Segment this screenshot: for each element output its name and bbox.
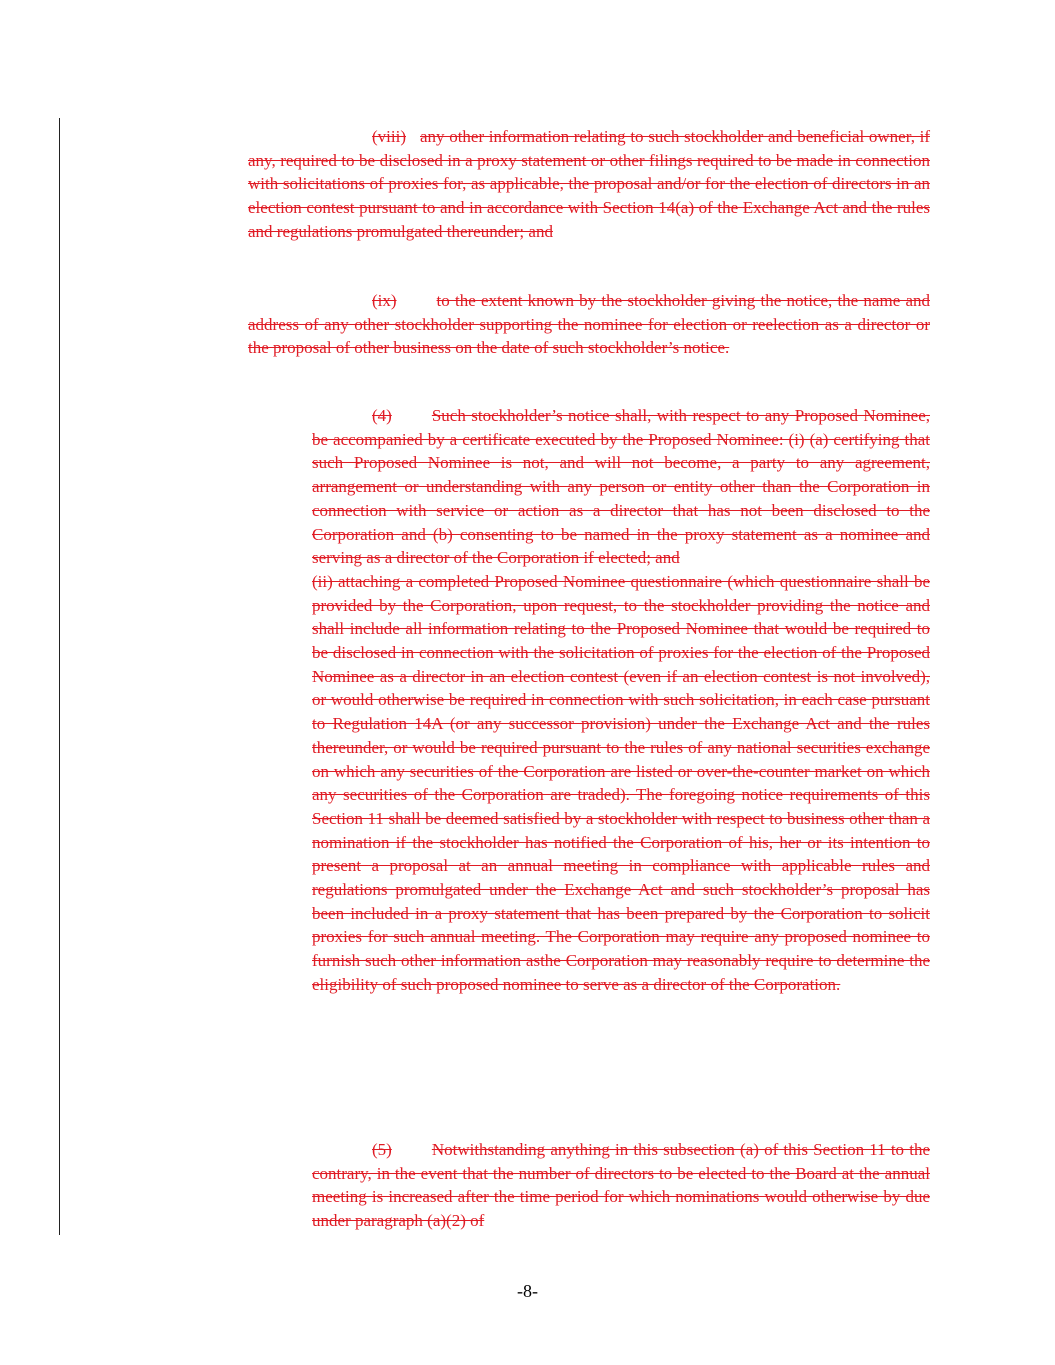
page-number: -8-	[517, 1281, 538, 1301]
paragraph-marker: (ix)	[372, 291, 397, 310]
paragraph-marker: (5)	[372, 1140, 392, 1159]
paragraph-marker: (4)	[372, 406, 392, 425]
paragraph-ix	[248, 289, 930, 360]
revision-change-bar	[59, 118, 60, 1235]
paragraph-5	[312, 1138, 930, 1233]
paragraph-marker: (viii)	[372, 127, 406, 146]
paragraph-text: any other information relating to such stockholder and beneficial owner, if any, required to be disclosed in a proxy statement or other filings required to be made in connection with solicitations of proxies for, as applicable, the proposal and/or for the election of directors in an election contest pursuant to and in accordance with Section 14(a) of the Exchange Act and the rules and regulations promulgated thereunder; and	[248, 127, 930, 241]
paragraph-text: to the extent known by the stockholder giving the notice, the name and address of any other stockholder supporting the nominee for election or reelection as a director or the proposal of other business on the date of such stockholder’s notice.	[248, 291, 930, 358]
paragraph-4	[312, 404, 930, 997]
paragraph-text-continuation: (ii) attaching a completed Proposed Nominee questionnaire (which questionnaire shall be provided by the Corporation, upon request, to the stockholder providing the notice and shall include all information relating to the Proposed Nominee that would be required to be disclosed in connection with the solicitation of proxies for the election of the Proposed Nominee as a director in an election contest (even if an election contest is not involved), or would otherwise be required in connection with such solicitation, in each case pursuant to Regulation 14A (or any successor provision) under the Exchange Act and the rules thereunder, or would be required pursuant to the rules of any national securities exchange on which any securities of the Corporation are listed or over-the-counter market on which any securities of the Corporation are traded). The foregoing notice requirements of this Section 11 shall be deemed satisfied by a stockholder with respect to business other than a nomination if the stockholder has notified the Corporation of his, her or its intention to present a proposal at an annual meeting in compliance with applicable rules and regulations promulgated under the Exchange Act and such stockholder’s proposal has been included in a proxy statement that has been prepared by the Corporation to solicit proxies for such annual meeting. The Corporation may require any proposed nominee to furnish such other information asthe Corporation may reasonably require to determine the eligibility of such proposed nominee to serve as a director of the Corporation.	[312, 571, 930, 994]
paragraph-text: Such stockholder’s notice shall, with respect to any Proposed Nominee, be accompanied by a certificate executed by the Proposed Nominee: (i) (a) certifying that such Proposed Nominee is not, and will not become, a party to any agreement, arrangement or understanding with any person or entity other than the Corporation in connection with service or action as a director that has not been disclosed to the Corporation and (b) consenting to be named in the proxy statement as a nominee and serving as a director of the Corporation if elected; and	[312, 406, 930, 568]
paragraph-text: Notwithstanding anything in this subsection (a) of this Section 11 to the contrary, in the event that the number of directors to be elected to the Board at the annual meeting is increased after the time period for which nominations would otherwise by due under paragraph (a)(2) of	[312, 1140, 930, 1231]
paragraph-viii	[248, 125, 930, 244]
